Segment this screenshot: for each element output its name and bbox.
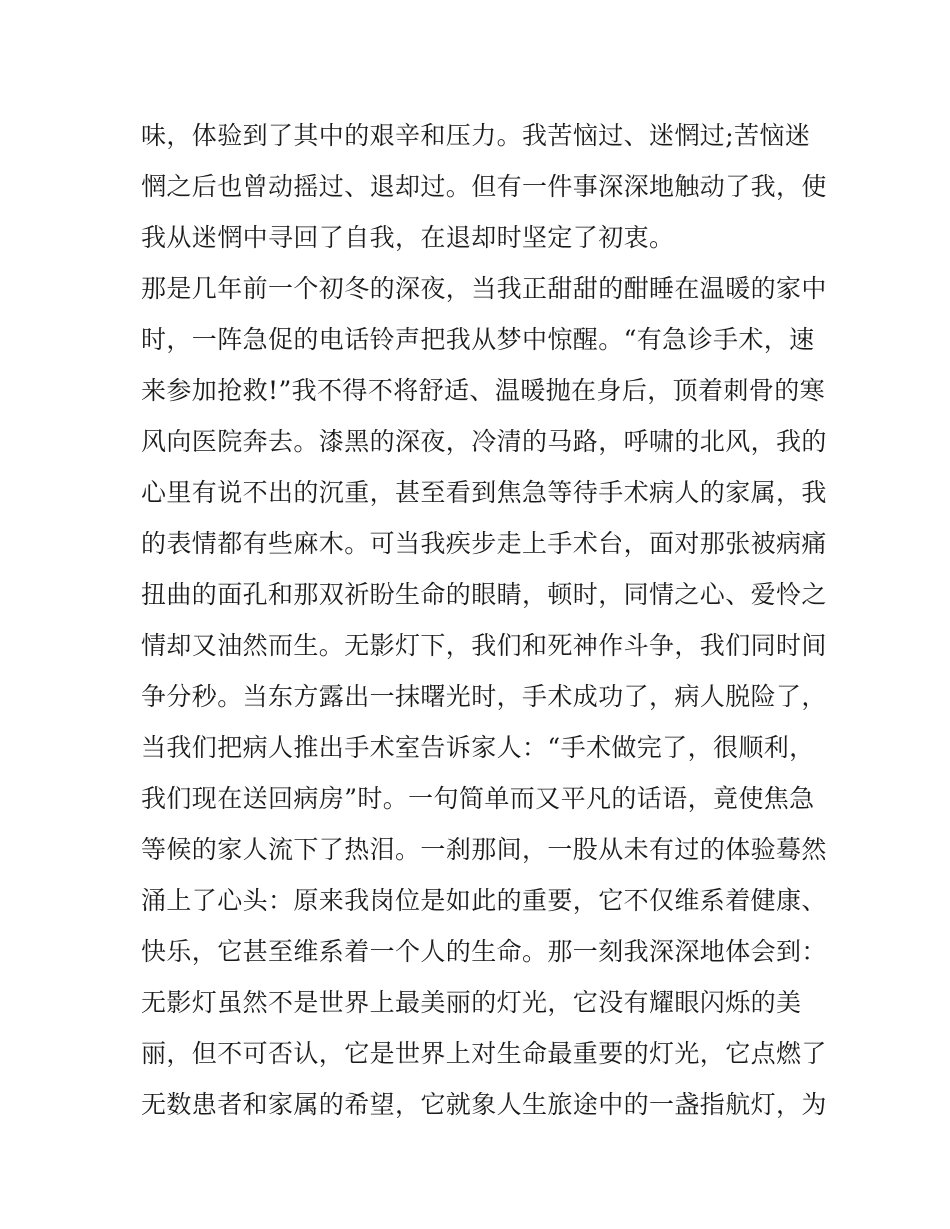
text-line: 来参加抢救!”我不得不将舒适、温暖抛在身后，顶着刺骨的寒 <box>141 376 826 405</box>
text-line: 心里有说不出的沉重，甚至看到焦急等待手术病人的家属，我 <box>141 478 827 507</box>
text-line: 等候的家人流下了热泪。一刹那间，一股从未有过的体验蓦然 <box>141 835 827 864</box>
text-line: 涌上了心头：原来我岗位是如此的重要，它不仅维系着健康、 <box>141 886 827 915</box>
text-line: 快乐，它甚至维系着一个人的生命。那一刻我深深地体会到： <box>141 937 827 966</box>
text-line: 无数患者和家属的希望，它就象人生旅途中的一盏指航灯，为 <box>141 1090 827 1119</box>
text-line: 我们现在送回病房”时。一句简单而又平凡的话语，竟使焦急 <box>141 784 815 813</box>
text-line: 当我们把病人推出手术室告诉家人：“手术做完了，很顺利， <box>141 733 815 762</box>
text-line: 那是几年前一个初冬的深夜，当我正甜甜的酣睡在温暖的家中 <box>141 274 827 303</box>
text-line: 惘之后也曾动摇过、退却过。但有一件事深深地触动了我，使 <box>141 172 827 201</box>
text-line: 的表情都有些麻木。可当我疾步走上手术台，面对那张被病痛 <box>141 529 827 558</box>
text-line: 时，一阵急促的电话铃声把我从梦中惊醒。“有急诊手术，速 <box>141 325 815 354</box>
text-line: 风向医院奔去。漆黑的深夜，冷清的马路，呼啸的北风，我的 <box>141 427 827 456</box>
text-line: 味，体验到了其中的艰辛和压力。我苦恼过、迷惘过;苦恼迷 <box>141 121 811 150</box>
text-line: 情却又油然而生。无影灯下，我们和死神作斗争，我们同时间 <box>141 631 827 660</box>
text-line: 丽，但不可否认，它是世界上对生命最重要的灯光，它点燃了 <box>141 1039 827 1068</box>
body-text <box>141 110 827 1130</box>
text-line: 无影灯虽然不是世界上最美丽的灯光，它没有耀眼闪烁的美 <box>141 988 802 1017</box>
text-line: 争分秒。当东方露出一抹曙光时，手术成功了，病人脱险了， <box>141 682 827 711</box>
text-line: 我从迷惘中寻回了自我，在退却时坚定了初衷。 <box>141 223 675 252</box>
text-line: 扭曲的面孔和那双祈盼生命的眼睛，顿时，同情之心、爱怜之 <box>141 580 827 609</box>
